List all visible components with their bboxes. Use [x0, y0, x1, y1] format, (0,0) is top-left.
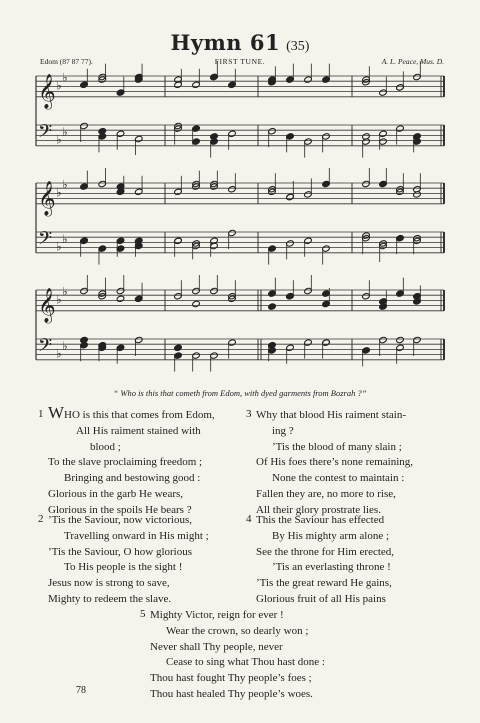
flat-sign-icon: ♭ — [62, 338, 68, 353]
verse-line: All their glory prostrate lies. — [256, 503, 381, 516]
verse-line: ’Tis the blood of many slain ; — [272, 440, 402, 453]
note-head — [174, 344, 183, 351]
verse-line: Fallen they are, no more to rise, — [256, 487, 396, 500]
verse-line: Jesus now is strong to save, — [48, 577, 170, 590]
treble-clef-icon: 𝄞 — [38, 73, 56, 109]
verse-line: All His raiment stained with — [76, 424, 201, 437]
flat-sign-icon: ♭ — [62, 231, 68, 246]
verse-line: Bringing and bestowing good : — [64, 472, 201, 485]
verse-line: Of His foes there’s none remaining, — [256, 456, 414, 469]
flat-sign-icon: ♭ — [56, 292, 62, 307]
verse-line: Wear the crown, so dearly won ; — [166, 624, 309, 637]
verse-line: ’Tis the Saviour, now victorious, — [48, 514, 192, 526]
tune-label: FIRST TUNE. — [214, 57, 266, 66]
epigraph: “ Who is this that cometh from Edom, with dyed garments from Bozrah ?” — [113, 388, 367, 398]
verse-line: To the slave proclaiming freedom ; — [48, 456, 203, 469]
verse-1-first-line: WHO is this that comes from Edom, — [48, 403, 215, 422]
bass-clef-icon: 𝄢 — [38, 228, 53, 254]
verse-5 — [150, 608, 325, 703]
flat-sign-icon: ♭ — [56, 78, 62, 93]
verse-line: This the Saviour has effected — [256, 514, 385, 526]
flat-sign-icon: ♭ — [56, 132, 62, 147]
verse-line: ’Tis an everlasting throne ! — [272, 561, 391, 574]
verse-2 — [48, 513, 209, 608]
verse-line: ing ? — [272, 424, 294, 437]
drop-cap: W — [48, 403, 65, 422]
verse-line: Why that blood His raiment stain- — [256, 409, 406, 421]
verse-line: To His people is the sight ! — [64, 561, 183, 574]
bass-clef-icon: 𝄢 — [38, 121, 53, 147]
note-head — [80, 237, 89, 244]
verse-1 — [48, 403, 215, 519]
verse-number-2: 2 — [38, 513, 44, 525]
note-head — [396, 84, 405, 91]
verse-line: Mighty to redeem the slave. — [48, 592, 172, 605]
verse-line: Cease to sing what Thou hast done : — [166, 656, 325, 669]
flat-sign-icon: ♭ — [56, 239, 62, 254]
note-head — [268, 303, 277, 310]
verse-line: ’Tis the great reward He gains, — [256, 577, 392, 590]
note-head — [192, 300, 201, 307]
flat-sign-icon: ♭ — [56, 346, 62, 361]
flat-sign-icon: ♭ — [62, 70, 68, 85]
note-head — [210, 73, 219, 80]
verse-line: Never shall Thy people, never — [150, 640, 283, 653]
page-number: 78 — [76, 685, 86, 696]
flat-sign-icon: ♭ — [62, 177, 68, 192]
verse-line: See the throne for Him erected, — [256, 545, 395, 558]
flat-sign-icon: ♭ — [62, 284, 68, 299]
verse-line: Glorious in the garb He wears, — [48, 487, 184, 500]
verse-number-5: 5 — [140, 608, 146, 620]
verse-line: By His mighty arm alone ; — [272, 529, 390, 542]
verse-3 — [256, 408, 413, 519]
verse-line: Mighty Victor, reign for ever ! — [150, 609, 284, 621]
hymn-heading: Hymn 61 — [170, 30, 281, 55]
note-head — [396, 336, 405, 343]
verse-4 — [256, 513, 394, 608]
note-head — [322, 339, 331, 346]
note-head — [116, 295, 125, 302]
verse-line: Travelling onward in His might ; — [64, 529, 209, 542]
bass-clef-icon: 𝄢 — [38, 335, 53, 361]
tune-name: Edom (87 87 77). — [40, 57, 93, 66]
verse-line: None the contest to maintain : — [272, 472, 405, 485]
page-reference: (35) — [286, 39, 310, 54]
note-head — [174, 237, 183, 244]
note-head — [286, 193, 295, 200]
composer: A. L. Peace, Mus. D. — [381, 57, 444, 66]
verse-line: blood ; — [90, 440, 121, 453]
flat-sign-icon: ♭ — [56, 185, 62, 200]
verse-line: Thou hast healed Thy people’s woes. — [150, 687, 313, 700]
treble-clef-icon: 𝄞 — [38, 180, 56, 216]
verse-line: Glorious in the spoils He bears ? — [48, 503, 192, 516]
verse-line: Thou hast fought Thy people’s foes ; — [150, 672, 312, 685]
verse-number-4: 4 — [246, 513, 252, 525]
verse-number-3: 3 — [246, 408, 252, 420]
verse-number-1: 1 — [38, 408, 44, 420]
flat-sign-icon: ♭ — [62, 124, 68, 139]
verse-line: ’Tis the Saviour, O how glorious — [48, 545, 192, 558]
treble-clef-icon: 𝄞 — [38, 287, 56, 323]
note-head — [286, 293, 295, 300]
verse-line: Glorious fruit of all His pains — [256, 592, 386, 605]
